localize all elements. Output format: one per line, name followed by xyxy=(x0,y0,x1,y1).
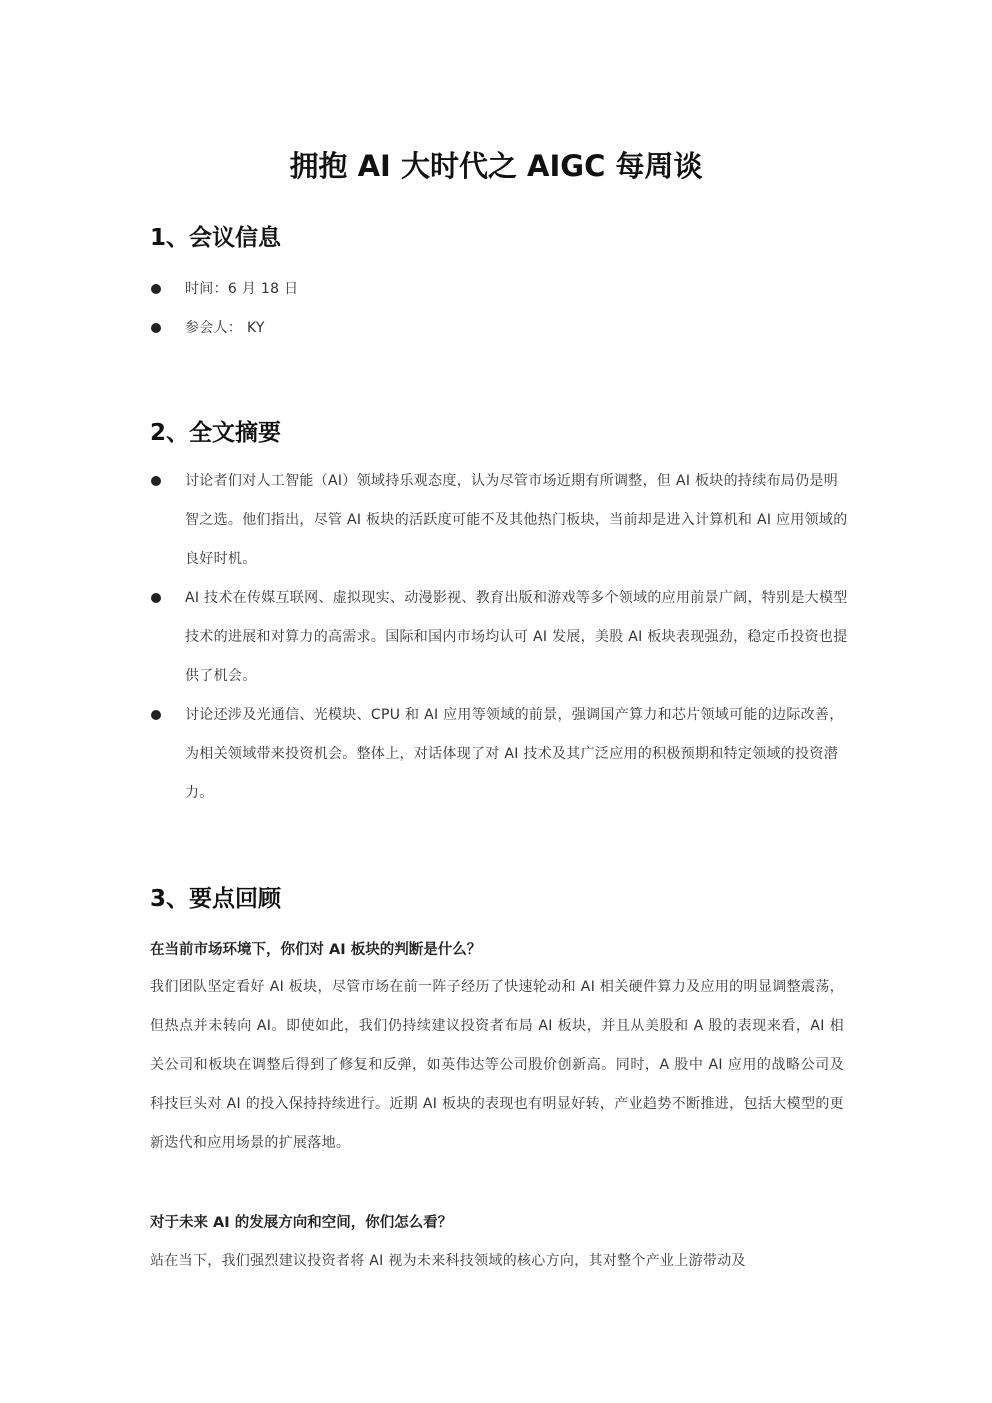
section-heading-key-points: 3、要点回顾 xyxy=(150,886,282,912)
bullet-dot-icon xyxy=(151,323,161,333)
summary-text: 讨论者们对人工智能（AI）领域持乐观态度，认为尽管市场近期有所调整，但 AI 板块的持续布局仍是明智之选。他们指出，尽管 AI 板块的活跃度可能不及其他热门板块，当前却是进入计算机和 AI 应用领域的良好时机。 xyxy=(185,473,848,567)
question-heading: 在当前市场环境下，你们对 AI 板块的判断是什么？ xyxy=(150,942,482,958)
answer-paragraph: 我们团队坚定看好 AI 板块，尽管市场在前一阵子经历了快速轮动和 AI 相关硬件算力及应用的明显调整震荡，但热点并未转向 AI。即使如此，我们仍持续建议投资者布局 AI 板块，并且从美股和 A 股的表现来看，AI 相关公司和板块在调整后得到了修复和反弹，如英伟达等公司股价创新高。同时，A 股中 AI 应用的战略公司及科技巨头对 AI 的投入保持持续进行。近期 AI 板块的表现也有明显好转，产业趋势不断推进，包括大模型的更新迭代和应用场景的扩展落地。 xyxy=(150,979,844,1151)
summary-text: 讨论还涉及光通信、光模块、CPU 和 AI 应用等领域的前景，强调国产算力和芯片领域可能的边际改善，为相关领域带来投资机会。整体上，对话体现了对 AI 技术及其广泛应用的积极预期和特定领域的投资潜力。 xyxy=(185,707,844,801)
answer-paragraph: 站在当下，我们强烈建议投资者将 AI 视为未来科技领域的核心方向，其对整个产业上游带动及 xyxy=(150,1253,746,1269)
section-heading-summary: 2、全文摘要 xyxy=(150,420,282,446)
list-item xyxy=(150,462,850,579)
bullet-dot-icon xyxy=(151,476,161,486)
bullet-dot-icon xyxy=(151,284,161,294)
meeting-time: 时间：6 月 18 日 xyxy=(185,281,299,297)
document-title: 拥抱 AI 大时代之 AIGC 每周谈 xyxy=(289,149,703,183)
list-item xyxy=(150,579,850,696)
list-item xyxy=(150,696,850,813)
list-item xyxy=(150,270,850,309)
section-heading-meeting-info: 1、会议信息 xyxy=(150,225,282,251)
question-heading: 对于未来 AI 的发展方向和空间，你们怎么看？ xyxy=(150,1215,453,1231)
list-item xyxy=(150,309,850,348)
bullet-dot-icon xyxy=(151,593,161,603)
bullet-dot-icon xyxy=(151,710,161,720)
meeting-participants: 参会人： KY xyxy=(185,320,265,336)
meeting-info-list xyxy=(150,270,850,348)
summary-text: AI 技术在传媒互联网、虚拟现实、动漫影视、教育出版和游戏等多个领域的应用前景广阔，特别是大模型技术的进展和对算力的高需求。国际和国内市场均认可 AI 发展，美股 AI 板块表现强劲，稳定币投资也提供了机会。 xyxy=(185,590,848,684)
summary-list xyxy=(150,462,850,813)
